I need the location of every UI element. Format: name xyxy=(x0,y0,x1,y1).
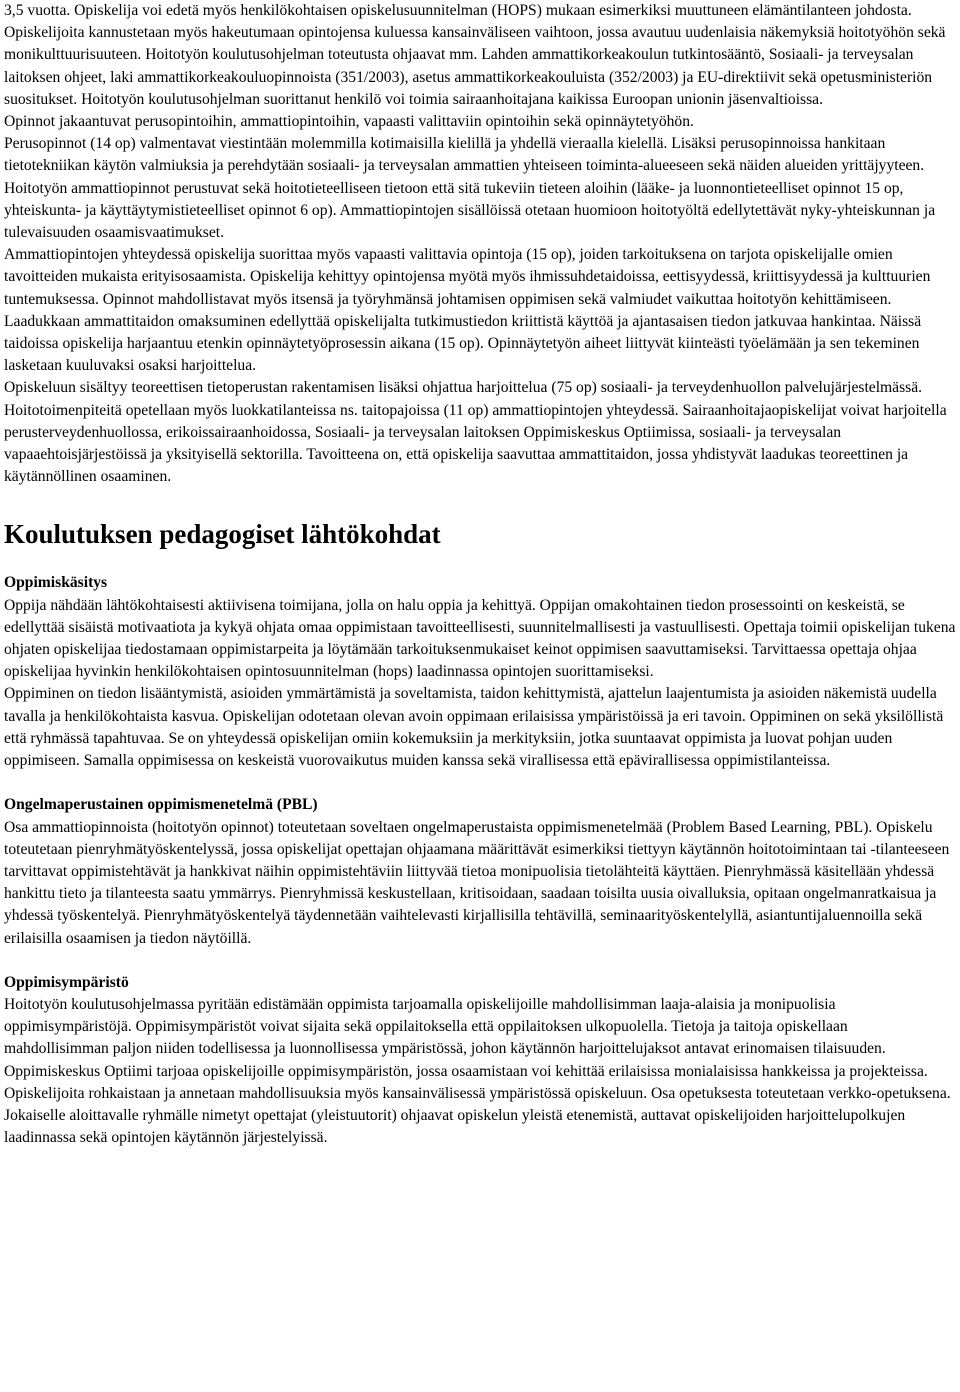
subsection-oppimiskasitys xyxy=(4,572,956,772)
subsection-paragraph: Osa ammattiopinnoista (hoitotyön opinnot) toteutetaan soveltaen ongelmaperustaista oppimismenetelmää (Problem Based Learning, PBL). Opiskelu toteutetaan pienryhmätyöskentelyssä, jossa opiskelijat opettajan ohjaamana määrittävät esimerkiksi tiettyyn käytännön hoitotoimintaan tai -tilanteeseen tarvittavat oppimistehtävät ja hankkivat näihin oppimistehtäviin liittyvää tietoa monipuolisia tietolähteitä käyttäen. Pienryhmässä käsitellään yhdessä hankittu tieto ja tilanteesta saatu ymmärrys. Pienryhmissä keskustellaan, kritisoidaan, saadaan toisilta uusia oivalluksia, opitaan ongelmanratkaisua ja yhdessä työskentelyä. Pienryhmätyöskentelyä täydennetään vaihtelevasti kirjallisilla tehtävillä, seminaarityöskentelyllä, asiantuntijaluennoilla sekä erilaisilla osaamisen ja tiedon näytöillä. xyxy=(4,818,950,947)
subsection-heading: Ongelmaperustainen oppimismenetelmä (PBL) xyxy=(4,796,318,814)
spacer xyxy=(4,950,956,972)
section-title: Koulutuksen pedagogiset lähtökohdat xyxy=(4,519,441,550)
subsection-heading: Oppimiskäsitys xyxy=(4,574,108,592)
intro-section xyxy=(4,0,956,488)
subsection-paragraph: Oppiminen on tiedon lisääntymistä, asioiden ymmärtämistä ja soveltamista, taidon kehittymistä, ajattelun laajentumista ja asioiden näkemistä uudella tavalla ja henkilökohtaista kasvua. Opiskelijan odotetaan olevan avoin oppimaan erilaisissa ympäristöissä ja eri tavoin. Oppiminen on sekä yksilöllistä että ryhmässä tapahtuvaa. Se on yhteydessä opiskelijan omiin kokemuksiin ja merkityksiin, jotka suuntaavat oppimista ja luovat pohjan uuden oppimiseen. Samalla oppimisessa on keskeistä vuorovaikutus muiden kanssa sekä virallisessa että epävirallisessa oppimistilanteissa. xyxy=(4,685,944,770)
subsection-oppimisymparisto xyxy=(4,972,956,1150)
subsection-paragraph: Hoitotyön koulutusohjelmassa pyritään edistämään oppimista tarjoamalla opiskelijoille mahdollisimman laaja-alaisia ja monipuolisia oppimisympäristöjä. Oppimisympäristöt voivat sijaita sekä oppilaitoksella että oppilaitoksen ulkopuolella. Tietoja ja taitoja opiskellaan mahdollisimman paljon niiden todellisessa ja luonnollisessa ympäristössä, johon käytännön harjoittelujaksot antavat erinomaisen tilaisuuden. Oppimiskeskus Optiimi tarjoaa opiskelijoille oppimisympäristön, jossa osaamistaan voi kehittää erilaisissa monialaisissa hankkeissa ja projekteissa. Opiskelijoita rohkaistaan ja annetaan mahdollisuuksia myös kansainvälisessä ympäristössä opiskeluun. Osa opetuksesta toteutetaan verkko-opetuksena. Jokaiselle aloittavalle ryhmälle nimetyt opettajat (yleistuutorit) ohjaavat opiskelun yleistä etenemistä, auttavat opiskelijoiden harjoittelupolkujen laadinnassa sekä opintojen käytännön järjestelyissä. xyxy=(4,995,951,1147)
intro-paragraph: Hoitotyön ammattiopinnot perustuvat sekä hoitotieteelliseen tietoon että sitä tukeviin tieteen aloihin (lääke- ja luonnontieteelliset opinnot 15 op, yhteiskunta- ja käyttäytymistieteelliset opinnot 6 op). Ammattiopintojen sisällöissä otetaan huomioon hoitotyöltä edellytettävät nyky-yhteiskunnan ja tulevaisuuden osaamisvaatimukset. xyxy=(4,179,936,242)
subsection-heading: Oppimisympäristö xyxy=(4,973,129,991)
spacer xyxy=(4,772,956,794)
intro-paragraph: 3,5 vuotta. Opiskelija voi edetä myös henkilökohtaisen opiskelusuunnitelman (HOPS) mukaan esimerkiksi muuttuneen elämäntilanteen johdosta. Opiskelijoita kannustetaan myös hakeutumaan opintojensa kuluessa kansainväliseen vaihtoon, jossa avautuu uudenlaisia näkemyksiä hoitotyöhön sekä monikulttuurisuuteen. Hoitotyön koulutusohjelman toteutusta ohjaavat mm. Lahden ammattikorkeakoulun tutkintosääntö, Sosiaali- ja terveysalan laitoksen ohjeet, laki ammattikorkeakouluopinnoista (351/2003), asetus ammattikorkeakouluista (352/2003) ja EU-direktiivit sekä opetusministeriön suositukset. Hoitotyön koulutusohjelman suorittanut henkilö voi toimia sairaanhoitajana kaikissa Euroopan unionin jäsenvaltioissa. xyxy=(4,2,946,108)
intro-paragraph: Perusopinnot (14 op) valmentavat viestintään molemmilla kotimaisilla kielillä ja yhdellä vieraalla kielellä. Lisäksi perusopinnoissa hankitaan tietotekniikan käytön valmiuksia ja perehdytään sosiaali- ja terveysalan ammattien yhteiseen toiminta-alueeseen sekä näiden alueiden yrittäjyyteen. xyxy=(4,135,925,175)
subsection-pbl xyxy=(4,794,956,949)
intro-paragraph: Ammattiopintojen yhteydessä opiskelija suorittaa myös vapaasti valittavia opintoja (15 op), joiden tarkoituksena on tarjota opiskelijalle omien tavoitteiden mukaista erityisosaamista. Opiskelija kehittyy opintojensa myötä myös ihmissuhdetaidoissa, eettisyydessä, kriittisyydessä ja kulttuurien tuntemuksessa. Opinnot mahdollistavat myös itsensä ja työryhmänsä johtamisen oppimisen sekä valmiudet vaikuttaa hoitotyön kehittämiseen. Laadukkaan ammattitaidon omaksuminen edellyttää opiskelijalta tutkimustiedon kriittistä käyttöä ja ajantasaisen tiedon jatkuvaa hankintaa. Näissä taidoissa opiskelija harjaantuu etenkin opinnäytetyöprosessin aikana (15 op). Opinnäytetyön aiheet liittyvät kiinteästi työelämään ja sen tekeminen lasketaan kuuluvaksi osaksi harjoittelua. xyxy=(4,246,931,375)
intro-paragraph: Opinnot jakaantuvat perusopintoihin, ammattiopintoihin, vapaasti valittaviin opintoihin sekä opinnäytetyöhön. xyxy=(4,113,694,131)
subsection-paragraph: Oppija nähdään lähtökohtaisesti aktiivisena toimijana, jolla on halu oppia ja kehittyä. Oppijan omakohtainen tiedon prosessointi on keskeistä, se edellyttää sisäistä motivaatiota ja kykyä ohjata omaa oppimistaan tavoitteellisesti, suunnitelmallisesti ja vastuullisesti. Opettaja toimii opiskelijan tukena ohjaten opiskelijaa tiedostamaan oppimistarpeita ja löytämään tarkoituksenmukaiset keinot oppimisen saavuttamiseksi. Tarvittaessa opettaja ohjaa opiskelijaa hyvinkin henkilökohtaisen opintosuunnitelman (hops) laadinnassa opintojen suorittamiseksi. xyxy=(4,596,956,681)
intro-paragraph: Opiskeluun sisältyy teoreettisen tietoperustan rakentamisen lisäksi ohjattua harjoittelua (75 op) sosiaali- ja terveydenhuollon palvelujärjestelmässä. Hoitotoimenpiteitä opetellaan myös luokkatilanteissa ns. taitopajoissa (11 op) ammattiopintojen yhteydessä. Sairaanhoitajaopiskelijat voivat harjoitella perusterveydenhuollossa, erikoissairaanhoidossa, Sosiaali- ja terveysalan laitoksen Oppimiskeskus Optiimissa, sosiaali- ja terveysalan vapaaehtoisjärjestöissä ja yksityisellä sektorilla. Tavoitteena on, että opiskelija saavuttaa ammattitaidon, jossa yhdistyvät laadukas teoreettinen ja käytännöllinen osaaminen. xyxy=(4,379,947,486)
